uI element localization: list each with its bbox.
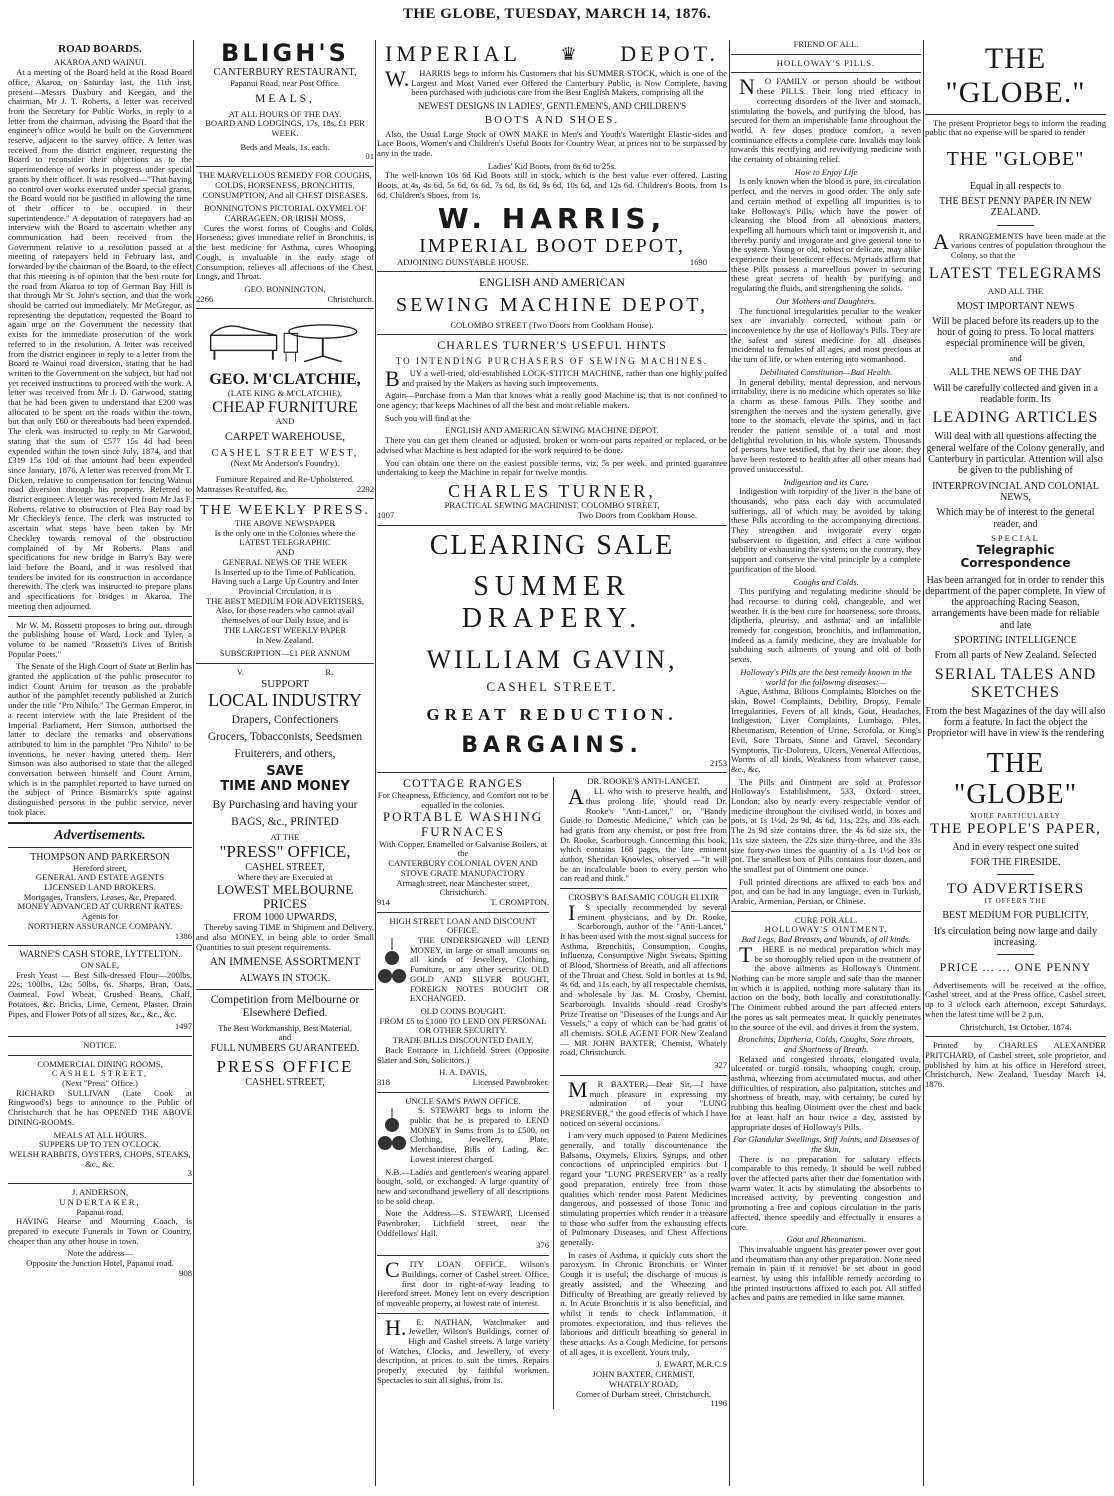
it-offers: IT OFFERS THE (984, 897, 1047, 906)
column-3-4 (377, 40, 727, 1486)
road-boards-body: At a meeting of the Board held at the Road Board office, Akaroa, on Saturday last, the 11th inst, present—Messrs Duxbury and Keegan, and the chairman, Mr J. T. Roberts, a letter was received from the Secretary for Public Works, in reply to a letter from the chairman, advising the Board that the engineer's office would be built on the Government reserve, adjacent to the survey office. A letter was received from the district engineer, requesting the Board to reconsider their objections as to the superintendence of works in progress under special grants by their officer. It was resolved—"That having no control over works executed under special grants, the Board would not be justified in allowing the time of their officer to be occupied in their superintendence." A deputation of ratepayers had an interview with the Board to ascertain whether any communication had been received from the Government relative to a resolution passed at a meeting of ratepayers held in February last, and forwarded by the chairman of the Board, to the effect that this meeting is of opinion that the best route for the road from Akaroa to top of German Bay Hill is that through Mr St. John's section, and that the work should be carried out immediately. Mr McGregor, as representing the deputation, requested the Board to again urge on the Government the necessity that exists for the immediate prosecution of the work referred to in the resolution. A letter was received from the district engineer in reply to a letter from the Board re Wainui road diversion, stating that he had written to the Government on the subject, but had not yet received instructions to proceed with the work. A letter was received from Mr J. D. Garwood, stating that he had been given to understand that £200 was allocated to be spent on the roads within the town, but that only £60 or thereabouts had been expended. The clerk was instructed to reply to Mr Garwood, stating that the sum of £577 15s 4d had been expended within the town since July, 1874, and that £319 15s 10d of that amount had been expended since January, 1876. A letter was received from Mr T. Dicken, relative to compensation for fencing Wainui road diversion through his property. Referred to district engineer. A letter was received from Mr Jas F. Roberts, relative to obstruction of Flea Bay road by Mr Checkley's fence. The clerk was instructed to ascertain what steps have been taken by Mr Checkley towards removal of the obstruction complained of by Mr Roberts. Plans and specifications for new bridge in Barry's Bay were laid before the Board, and it was resolved that tenders be invited for its construction in accordance therewith. The clerk was instructed to prepare plans and specifications for bridges in Akaroa. The meeting then adjourned. (8, 67, 192, 611)
weekly-press-line: Is Inserted up to the Time of Publication. (214, 566, 356, 577)
bligh-address: Papanui Road, near Post Office. (229, 77, 341, 88)
ointment-body: Relaxed and congested throats, elongated uvula, ulcerated or turgid tonsils, whooping cough, croup, asthma, wheezing from accumulated mucus, and other difficulties of respiration, also palpitation, stitches and shortness of breath, may, with certainty, be cured by rubbing this healing Ointment over the chest and back for at least half an hour twice a day, assisted by appropriate doses of Holloway's Pills. (731, 1053, 921, 1132)
ad-number: 01 (365, 151, 374, 162)
cottage-body: For Cheapness, Efficiency, and Comfort not to be equalled in the colonies. (377, 789, 549, 810)
vr-line: Where they are Executed at (237, 871, 333, 882)
vr-line: BAGS, &c., PRINTED (231, 815, 339, 828)
pills-body: Is only known when the blood is pure, its circulation perfect, and the nerves in good order. The only safe and certain method of expelling all impurities is to take Holloway's Pills, which have the power of cleansing the blood from all obnoxious matters, expelling all humours which taint or impoverish it, and thereby purify and invigorate and give general tone to the system. Young or old, robust or delicate, may alike experience their beneficent effects. Myriads affirm that these Pills possess a marvellous power in securing these great secrets of health by purifying and regulating the fluids, and strengthening the solids. (731, 176, 921, 294)
ad-number: 2153 (709, 757, 727, 768)
vr-v: V. (236, 666, 244, 677)
crown-icon: ♛ (560, 44, 581, 65)
pills-body: The Pills and Ointment are sold at Professor Holloway's Establishment, 533, Oxford street, London; also by nearly every respectable vendor of medicine throughout the civilised world, in boxes and pots, at 1s 1½d, 2s 9d, 4s 6d, 11s, 22s, and 33s each. The 2s 9d size contains three, the 4s 6d size six, the 11s size sixteen, the 22s size thirty-three, and the 33s size forty-two times the quantity of a 1s 1½d box or pot. The smallest box of Pills contains four dozen, and the smallest pot of Ointment one ounce. (731, 776, 921, 874)
globe-line: From the best Magazines of the day will also form a feature. In fact the object the Proprietor will have in view is the rendering (925, 705, 1106, 740)
sewing-body: Again—Purchase from a Man that knows what a really good Machine is; that is not confined to one agency; that keeps Machines of all the best and most reliable makers. (377, 390, 727, 411)
vr-line: Grocers, Tobacconists, Seedsmen (207, 731, 363, 744)
baxter-line: JOHN BAXTER, CHEMIST, (592, 1369, 695, 1380)
vr-full: FULL NUMBERS GUARANTEED. (210, 1043, 360, 1055)
globe-line: It's circulation being now large and daily increasing. (933, 925, 1098, 948)
loan-body: FROM £5 to £1000 TO LEND ON PERSONAL OR OTHER SECURITY. (379, 1015, 547, 1036)
imperial-boots: BOOTS AND SHOES. (484, 114, 620, 127)
peoples-paper: THE PEOPLE'S PAPER, (930, 820, 1101, 837)
mcclatchie-cheap: CHEAP FURNITURE (212, 399, 358, 417)
oxymel-name: BONNINGTON'S PICTORIAL OXYMEL OF CARRAGEEN, OR IRISH MOSS, (204, 203, 366, 223)
column-rule (923, 40, 924, 1486)
undertaker-line: J. ANDERSON, (71, 1187, 129, 1198)
weekly-press-line: GENERAL NEWS OF THE WEEK (222, 556, 348, 567)
ointment-body: This invaluable unguent has greater power over gout and rheumatism than any other preparation. None need remain in pain if it remove! be set about in good earnest, by using this infallible remedy according to the printed instructions affixed to each pot. All stiffed aches and pains are remedied in like same manner. (731, 1243, 921, 1303)
warne-body: Fresh Yeast — Best Silk-dressed Flour—200lbs, 22s; 100lbs, 12s; 50lbs, 6s. Sharps, Bran, Oats, Oatmeal, Fowl Wheat, Crushed Beans, Chaff, Potatoes, &c. Bricks, Lime, Cement, Plaster, Drain Pipes, and Flower Pots of all sizes, &c., &c., &c. (8, 969, 192, 1019)
baxter-body: MR BAXTER,—Dear Sir,—I have much pleasure in expressing my admiration of your "LUNG PRESERVER," the good effects of which I have noticed on several occasions. (560, 1076, 727, 1128)
more-particularly: MORE PARTICULARLY (970, 811, 1061, 820)
pawn-balls-icon (377, 936, 407, 996)
uncle-sam-body: Note the Address—S. STEWART, Licensed Pawnbroker, Lichfield street, near the Oddfellows' Hall. (377, 1208, 549, 1238)
clearing-sale: CLEARING SALE (429, 529, 675, 561)
notice-body: RICHARD SULLIVAN (Late Cook at Ringwood's) begs to announce to the Public of Christchurch that he has OPENED THE ABOVE DINING-ROOMS. (8, 1087, 192, 1127)
crosby-body: IS specially recommended by several eminent physicians, and by Dr. Rooke, Scarborough, author of the "Anti-Lancet." It has been used with the most signal success for Asthma, Bronchitis, Consumption, Coughs, Influenza, Consumptive Night Sweats, Spitting of Blood, Shortness of Breath, and all affections of the Throat and Chest. Sold in bottles at 1s 9d, 4s 6d, and 11s each, by all respectable chemists, and wholesale by Jas. M. Crosby, Chemist, Scarborough. Invalids should read Crosby's Prize Treatise on "Diseases of the Lungs and Air Vessels," a copy of which can be had gratis of all chemists. SOLE AGENT FOR New Zealand — MR JOHN BAXTER, Chemist, Whately road, Christchurch. (560, 899, 727, 1058)
pills-heading: Coughs and Colds. (793, 576, 859, 587)
vr-best: The Best Workmanship, Best Material, (218, 1022, 352, 1033)
tp-line: NORTHERN ASSURANCE COMPANY. (27, 920, 173, 931)
pills-heading: Indigestion and its Cure. (783, 476, 869, 487)
loan-pawnbroker: Licensed Pawnbroker. (472, 1076, 549, 1087)
weekly-press-title: THE WEEKLY PRESS. (200, 503, 370, 519)
globe-line: Will be placed before its readers up to the hour of going to press. To local matters especial prominence will be given, (932, 315, 1099, 350)
sewing-body: You can obtain one there on the easiest possible terms, viz, 5s per week, and printed guarantee undertaking to keep the Machine in repair for twelve months. (377, 457, 727, 478)
pills-heading: How to Enjoy Life (794, 166, 858, 177)
undertaker-body: HAVING Hearse and Mourning Coach, is prepared to execute Funerals in Town or Country, cheaper than any other house in town. (8, 1216, 192, 1246)
globe-title: THE "GLOBE." (945, 42, 1086, 109)
weekly-press-line: AND (275, 547, 295, 558)
ad-number: 3 (187, 1168, 192, 1179)
best-medium: BEST MEDIUM FOR PUBLICITY, (942, 910, 1089, 922)
vr-immense: AN IMMENSE ASSORTMENT (209, 956, 361, 969)
pills-heading: Our Mothers and Daughters. (775, 295, 877, 306)
ad-number: 908 (179, 1267, 192, 1278)
weekly-press-line: LATEST TELEGRAPHIC (239, 537, 331, 548)
globe-line: The present Proprietor begs to inform the reading public that no expense will be spared to render (925, 117, 1106, 138)
special: SPECIAL (991, 532, 1040, 543)
baxter-line: Corner of Durham street, Christchurch. (575, 1388, 712, 1399)
pills-title: HOLLOWAY'S PILLS. (776, 57, 876, 68)
pills-body: This purifying and regulating medicine should be had recourse to during cold, changeable, and wet weather. It is the best cure for hoarseness, sore throats, diptheria, pleurisy, and asthma; and an infallible remedy for congestion, bronchitis, and inflammation, indeed as a family medicine, they are invaluable for subduing such ailments of young and old of both sexes. (731, 586, 921, 665)
latest-telegrams: LATEST TELEGRAMS (928, 264, 1103, 282)
mcclatchie-furn: Furniture Repaired and Re-Upholstered. (215, 473, 355, 484)
imperial-body: W.HARRIS begs to inform his Customers that his SUMMER STOCK, which is one of the Largest and Most Varied ever Offered the Canterbury Public, is Now Complete, having been purchased with judicious care from the Best English Makers, comprising all the (385, 65, 727, 98)
ad-number: 1196 (710, 1398, 727, 1409)
notice-line: (Next "Press" Office.) (62, 1078, 138, 1089)
mcclatchie-late: (LATE KING & M'CLATCHIE), (227, 388, 343, 399)
undertaker-line: UNDERTAKER, (59, 1196, 141, 1207)
sewing-body: BUY a well-tried, old-established LOCK-STITCH MACHINE, rather than one highly puffed and praised by the Makers as having such improvements. (385, 365, 727, 391)
harris-depot: IMPERIAL BOOT DEPOT, (419, 235, 685, 258)
notice-title: NOTICE. (83, 1039, 117, 1050)
bligh-board: BOARD AND LODGINGS, 17s, 18s, £1 PER WEEK. (205, 118, 365, 139)
sewing-address: COLOMBO STREET (Two Doors from Cookham House). (450, 319, 654, 330)
vr-line: By Purchasing and having your (212, 798, 358, 811)
furniture-illustration (205, 313, 365, 368)
mcclatchie-name: GEO. M'CLATCHIE, (209, 371, 361, 389)
most-important-news: MOST IMPORTANT NEWS (956, 300, 1075, 312)
cottage-body: CANTERBURY COLONIAL OVEN AND STOVE GRATE MANUFACTORY (388, 858, 538, 878)
loan-body: THE UNDERSIGNED will LEND MONEY, in large or small amounts on all kinds of Jewellery, Clothing, Furniture, or any other security. OLD GOLD AND SILVER BOUGHT, FOREIGN NOTES BOUGHT OR EXCHANGED. (410, 935, 549, 1004)
william-gavin: WILLIAM GAVIN, (426, 644, 678, 674)
summer-drapery: SUMMER DRAPERY. (461, 571, 643, 634)
bargains: BARGAINS. (461, 732, 643, 758)
globe-line: Which may be of interest to the general reader, and (936, 507, 1095, 530)
column-rule (193, 40, 194, 1486)
column-2 (196, 40, 374, 1486)
pills-body: In general debility, mental depression, and nervous irritability, there is no medicine which operates so like a charm as these famous Pills. They soothe and strengthen the nerves and the system generally, give tone to the stomach, elevate the spirits, and in fact render the patient sensible of a total and most delightful revolution in his whole system. Thousands of persons have testified, that by their use alone, they have been restored to health after all other means had proved unsuccessful. (731, 376, 921, 474)
cottage-title: COTTAGE RANGES (402, 776, 524, 791)
road-boards-subtitle: AKAROA AND WAINUI. (53, 57, 147, 68)
sewing-english: ENGLISH AND AMERICAN (478, 275, 625, 290)
ointment-body: THERE is no medical preparation which may be so thoroughly relied upon in the treatment of the above ailments as Holloway's Ointment. Nothing can be more simple and safe than the manner in which it is applied, nothing more salutary than its action on the body, both locally and constitutionally. The Ointment rubbed around the part affected enters the pores as salt permeates meat. It quickly penetrates to the source of the evil, and drives it from the system. (731, 941, 921, 1032)
imperial-also: Also, the Usual Large Stock of OWN MAKE in Men's and Youth's Watertight Elastic-sides and Lace Boots, Women's and Children's Useful Boots for Country Wear, at prices not to be surpassed by any in the trade. (377, 128, 727, 158)
globe-title: THE "GLOBE" (946, 148, 1085, 171)
pills-body: Full printed directions are affixed to each box and pot, and can be had in any language, even in Turkish, Arabic, Armenian, Persian, or Chinese. (731, 876, 921, 907)
bligh-hours: AT ALL HOURS OF THE DAY. (228, 108, 342, 119)
cottage-signature: T. CROMPTON. (490, 896, 549, 907)
column-rule (729, 40, 730, 1486)
notice-line: COMMERCIAL DINING ROOMS, (37, 1058, 163, 1069)
serial-tales: SERIAL TALES AND SKETCHES (934, 665, 1097, 701)
mcclatchie-carpet: CARPET WAREHOUSE, (224, 430, 346, 443)
oxymel-signature: GEO. BONNINGTON, (244, 283, 326, 294)
mcclatchie-mat: Mattrasses Re-stuffed, &c. (196, 483, 288, 494)
column-1 (8, 40, 192, 1486)
weekly-press-line: Also, for those readers who cannot avail themselves of our Daily Issue, and is (215, 605, 355, 626)
mcclatchie-street: CASHEL STREET WEST, (211, 447, 359, 459)
sewing-two-doors: Two Doors from Cookham House. (578, 510, 697, 520)
tp-line: LICENSED LAND BROKERS. (44, 882, 156, 893)
sewing-hints: CHARLES TURNER'S USEFUL HINTS (437, 338, 667, 353)
vr-line: Fruiterers, and others, (234, 748, 336, 761)
bligh-beds: Beds and Meals, 1s. each. (240, 141, 330, 152)
subcolumn-right (560, 777, 727, 1409)
price-one-penny: PRICE ... ... ONE PENNY (939, 960, 1092, 975)
ointment-heading: For Glandular Swellings, Stiff Joints, and Diseases of the Skin, (733, 1134, 919, 1154)
weekly-press-line: Having such a Large Up Country and Inter Provincial Circulation, it is (211, 576, 359, 596)
advertisements-heading: Advertisements. (54, 827, 146, 843)
harris-adjoining: ADJOINING DUNSTABLE HOUSE. (397, 256, 529, 267)
mcclatchie-next: (Next Mr Anderson's Foundry). (230, 458, 340, 469)
tp-line: GENERAL AND ESTATE AGENTS (35, 872, 165, 883)
weekly-press-line: THE BEST MEDIUM FOR ADVERTISERS, (205, 595, 365, 606)
ointment-title: HOLLOWAY'S OINTMENT. (764, 924, 888, 935)
loan-body: TRADE BILLS DISCOUNTED DAILY. (392, 1035, 534, 1046)
undertaker-line: Papanui road. (76, 1206, 124, 1217)
to-advertisers: TO ADVERTISERS (946, 881, 1085, 898)
imprint: Printed by CHARLES ALEXANDER PRITCHARD, of Cashel street, sole proprietor, and published by him at his office in Hereford street, Christchurch, New Zealand, Tuesday March 14, 1876. (925, 1040, 1106, 1090)
globe-line: AND ALL THE (987, 285, 1044, 296)
subcolumn-left (377, 777, 554, 1409)
ad-number: 318 (377, 1076, 390, 1087)
weekly-press-line: SUBSCRIPTION—£1 PER ANNUM (219, 648, 351, 659)
pills-body: The functional irregularities peculiar to the weaker sex are invariably corrected, without pain or inconvenience by the use of Holloway's Pills. They are the safest and surest medicine for all diseases incidental to females of all ages, and most precious at the turn of life, or when entering into womanhood. (731, 305, 921, 365)
vr-r: R. (325, 666, 334, 677)
cottage-body: Armagh street, near Manchester street, Christchurch. (396, 877, 530, 898)
column-rule (375, 40, 376, 1486)
tp-line: Agents for (81, 911, 119, 922)
tp-name: THOMPSON AND PARKERSON (30, 852, 170, 864)
weekly-press-line: THE ABOVE NEWSPAPER (234, 518, 336, 529)
notice-line: MEALS AT ALL HOURS. (53, 1129, 147, 1140)
loan-body: Back Entrance in Lichfield Street (Opposite Slater and Son, Solicitors.) (377, 1044, 549, 1065)
ad-number: 2292 (356, 483, 374, 494)
ad-number: 1007 (377, 510, 395, 520)
pills-body: NO FAMILY or person should be without these PILLS. Their long tried efficacy in correcting disorders of the liver and stomach, stimulating the bowels, and purifying the blood, has secured for them an imperishable fame throughout the world. A few doses produce comfort, a seven continuance effects a complete cure. Invalids may look towards this rectifying and revivifying medicine with the certainty of obtaining relief. (731, 74, 921, 165)
oxymel-town: Christchurch. (327, 293, 374, 304)
baxter-line: WHATELY ROAD, (609, 1378, 678, 1389)
weekly-press-line: THE LARGEST WEEKLY PAPER (223, 624, 347, 635)
vr-melbourne: LOWEST MELBOURNE PRICES (216, 881, 354, 912)
baxter-body: I am very much opposed to Patent Medicines generally, and totally discountenance the Balsams, Oxymels, Elixirs, Syrups, and other concoctions of unprincipled empirics but I regard your "LUNG PRESERVER" as a really good preparation, entirely free from those qualities which render most Patent Medicines dangerous, and possessed of those Tonic and stimulating properties which render it a treasure to those who suffer from the exhausting effects of Pulmonary Diseases, and Chest Affections generally. (560, 1130, 727, 1248)
rooke-body: ALL who wish to preserve health, and thus prolong life, should read Dr. Rooke's "Anti-Lancet," or, "Handy Guide to Domestic Medicine," which can be had gratis from any chemist, or post free from Dr. Rooke, Scarborough. Concerning this book, which contains 168 pages, the late eminent author, Sheridan Knowles, observed —"It will be an incalculable boon to every person who can read and think." (560, 784, 727, 884)
vr-line: AT THE (270, 831, 300, 842)
ad-number: 1386 (174, 930, 192, 941)
globe-line: From all parts of New Zealand. Selected (934, 650, 1097, 662)
vr-cashel-street: CASHEL STREET, (245, 1076, 325, 1088)
column-6 (925, 40, 1106, 1486)
oxymel-title: THE MARVELLOUS REMEDY FOR COUGHS, COLDS, HORSENESS, BRONCHITIS, CONSUMPTION, And all CHEST DISEASES. (198, 170, 372, 200)
vr-press: "PRESS" OFFICE, (219, 842, 351, 862)
globe-line: ARRANGEMENTS have been made at the various centres of population throughout the Colony, so that the (933, 228, 1106, 261)
ointment-body: There is no preparation for salutary effects comparable to this remedy. It should be well rubbed over the affected parts after their due fomentation with warm water. It acts by stimulating the absorbents to increased activity, by preventing congestion and promoting a free and copious circulation in the parts affected, thence speedily and effectually it ensures a cure. (731, 1153, 921, 1232)
sewing-title: SEWING MACHINE DEPOT, (395, 293, 709, 316)
mcclatchie-and: AND (275, 416, 295, 427)
loan-title: HIGH STREET LOAN AND DISCOUNT OFFICE. (389, 915, 537, 936)
baxter-body: In cases of Asthma, it quickly cuts short the paroxysm. In Chronic Bronchitis or Winter Cough it is useful; the discharge of mucus is greatly assisted, and the Wheezing and Difficulty of Breathing are greatly relieved by it. In Acute Bronchitis it is also beneficial, and whilst it tends to check Inflammation, it promotes expectoration, and thus relieves the laborious and difficult breathing so general in these attacks. As a Cough Medicine, for persons of all ages, it is excellent. Yours truly, (560, 1249, 727, 1357)
vr-cashel: CASHEL STREET, (245, 861, 325, 873)
all-the-news: ALL THE NEWS OF THE DAY (949, 367, 1082, 379)
undertaker-line: Opposite the Junction Hotel, Papanui road. (26, 1258, 174, 1269)
tp-line: Mortgages, Transfers, Leases, &c, Prepared. (23, 891, 177, 902)
ad-number: 914 (377, 896, 390, 907)
sewing-to: TO INTENDING PURCHASERS OF SEWING MACHINES. (395, 355, 709, 366)
gavin-cashel: CASHEL STREET. (486, 678, 618, 694)
nathan-body: H.E. NATHAN, Watchmaker and Jeweller, Wilson's Buildings, corner of High and Cashel streets. A large variety of Watches, Clocks, and Jewellery, of every description, at prices to suit the times. Repairs properly executed by faithful workmen. Spectacles to suit all sights, from 1s. (377, 1314, 549, 1385)
vr-time-money: TIME AND MONEY (220, 779, 350, 795)
ad-number: 1690 (689, 256, 707, 267)
crosby-title: CROSBY'S BALSAMIC COUGH ELIXIR (568, 892, 719, 903)
arnim-paragraph: The Senate of the High Court of State at Berlin has granted the application of the public prosecutor to indict Count Arnim for treason as the probable author of the pamphlet recently published at Zurich under the title "Pro Nihilo." The German Emperor, in a recent interview with the late President of the Imperial Parliament, Herr Simson, authorised the latter to declare the remarks and observations attributed to him in the pamphlet "Pro Nihilo" to be inventions, he never having uttered them. Herr Simson was also authorised to state that the alleged conversation between himself and Count Arnim, which is in the pamphlet reported to have turned on the subject of Prince Bismarck's spite against distinguished persons in the public service, never took place. (8, 661, 192, 817)
globe-line: And in every respect one suited (952, 841, 1079, 853)
fireside: FOR THE FIRESIDE. (970, 857, 1061, 869)
globe-line: Will be carefully collected and given in a readable form. Its (933, 382, 1098, 406)
baxter-signature: J. EWART, M.R.C.S (656, 1359, 727, 1370)
loan-body: OLD COINS BOUGHT. (420, 1005, 506, 1016)
vr-local: LOCAL INDUSTRY (208, 690, 362, 711)
ad-number: 327 (714, 1060, 727, 1071)
vr-and: and (278, 1032, 292, 1043)
pawn-balls-icon (377, 1106, 407, 1161)
ad-number: 1497 (174, 1021, 192, 1032)
vr-competition: Competition from Melbourne or Elsewhere Defied. (210, 993, 360, 1019)
sewing-body: Such you will find at the (385, 412, 470, 423)
globe-title: THE "GLOBE" (953, 747, 1078, 811)
rossetti-paragraph: Mr W. M. Rossetti proposes to bring out, through the publishing house of Ward, Lock and Tyler, a volume to be named "Rossetti's Lives of British Popular Poets." (8, 619, 192, 659)
ointment-heading: Bronchitis, Diptheria, Colds, Coughs, Sore throats, and Shortness of Breath. (737, 1034, 915, 1054)
cottage-body: With Copper, Enamelled or Galvanise Boilers, at the (378, 838, 548, 859)
imperial-title-depot: DEPOT. (620, 41, 719, 66)
cure-for-all: CURE FOR ALL. (794, 914, 858, 925)
ointment-subtitle: Bad Legs, Bad Breasts, and Wounds, of all kinds. (741, 934, 911, 945)
notice-line: WELSH RABBITS, OYSTERS, CHOPS, STEAKS, &c., &c. (9, 1148, 191, 1169)
harris-name: W. HARRIS, (437, 202, 667, 236)
globe-date: Christchurch, 1st October, 1874. (959, 1021, 1072, 1032)
rooke-title: DR. ROOKE'S ANTI-LANCET. (587, 776, 700, 787)
tp-line: MONEY ADVANCED AT CURRENT RATES. (17, 901, 183, 912)
vr-line: Drapers, Confectioners (231, 714, 339, 727)
globe-line: Will deal with all questions affecting the general welfare of the Colony generally, and Canterbury in particular. Attention will also be given to the publishing of (926, 431, 1105, 477)
vr-support: SUPPORT (261, 677, 309, 690)
loan-signature: H. A. DAVIS, (439, 1067, 487, 1078)
vr-body: Thereby saving TIME in Shipment and Delivery, and also MONEY, in being able to order Small Quantities to suit present requirements. (196, 922, 374, 952)
warne-sale: ON SALE, (80, 960, 120, 971)
friend-of-all: FRIEND OF ALL. (793, 40, 859, 49)
globe-line: THE BEST PENNY PAPER IN NEW ZEALAND. (939, 196, 1092, 219)
sewing-body: There you can get them cleaned or adjusted, broken or worn-out parts repaired or replaced, or be advised what Machine is best adapted for the work required to be done. (377, 435, 727, 455)
sporting-intelligence: SPORTING INTELLIGENCE (954, 635, 1077, 647)
imperial-kid: Ladies' Kid Boots, from 8s 6d to 25s. (487, 160, 617, 171)
imperial-newest: NEWEST DESIGNS IN LADIES', GENTLEMEN'S, AND CHILDREN'S (417, 100, 687, 111)
road-boards-title: ROAD BOARDS. (58, 43, 142, 55)
ointment-heading: Gout and Rheumatism. (786, 1234, 866, 1245)
globe-line: Equal in all respects to (969, 180, 1062, 192)
oxymel-body: Cures the worst forms of Coughs and Colds, Horseness; gives immediate relief in Bronchitis, is the best medicine for Asthma, cures Whooping Cough, is invaluable in the early stage of Consumption, relieves all affections of the Chest, Lungs, and Throat. (196, 222, 374, 282)
city-loan-body: CITY LOAN OFFICE, Wilson's Buildings, corner of Cashel street. Office, first door in right-of-way leading to Hereford street. Money lent on every description of moveable property, at lowest rate of interest. (377, 1257, 549, 1308)
weekly-press-line: In New Zealand. (256, 634, 314, 645)
ad-number: 2266 (196, 293, 214, 304)
vr-from: FROM 1000 UPWARDS, (233, 911, 337, 923)
vr-save: SAVE (266, 764, 304, 780)
weekly-press-line: Is the only one in the Colonies where the (214, 527, 356, 538)
globe-line: and (1009, 352, 1022, 363)
notice-line: SUPPERS UP TO TEN O'CLOCK. (38, 1139, 162, 1150)
notice-line: CASHEL STREET, (51, 1068, 149, 1079)
sewing-body: ENGLISH AND AMERICAN SEWING MACHINE DEPOT. (445, 425, 659, 436)
bligh-meals: MEALS, (255, 92, 315, 105)
uncle-sam-title: UNCLE SAM'S PAWN OFFICE. (405, 1095, 521, 1106)
masthead: THE GLOBE, TUESDAY, MARCH 14, 1876. (402, 6, 712, 22)
warne-title: WARNE'S CASH STORE, LYTTELTON. (19, 950, 181, 961)
imperial-well: The well-known 10s 6d Kid Boots still in stock, which is the best value ever offered. Lasting Boots, at 4s, 4s 6d, 5s 6d, 6s 6d, 7s 6d, 8s 6d, 9s 6d, 10s 6d, and 12s 6d. Children's Boots, from 1s 6d. Children's Shoes, from 1s. (377, 170, 727, 200)
sewing-practical: PRACTICAL SEWING MACHINIST, COLOMBO STREET, (444, 500, 660, 511)
leading-articles: LEADING ARTICLES (932, 409, 1099, 427)
globe-line: Advertisements will be received at the office, Cashel street, and at the Press office, Cashel street, up to 3 o'clock each afternoon, except Saturdays, when the latest time will be 2 p.m. (925, 979, 1106, 1019)
column-5 (731, 40, 921, 1486)
vr-stock: ALWAYS IN STOCK. (239, 973, 331, 985)
undertaker-line: Note the address— (67, 1248, 133, 1259)
great-reduction: GREAT REDUCTION. (426, 704, 678, 724)
portable-furnaces: PORTABLE WASHING FURNACES (382, 809, 544, 840)
bligh-subtitle: CANTERBURY RESTAURANT, (213, 67, 357, 79)
uncle-sam-body: S. STEWART begs to inform the public that he is prepared to LEND MONEY in Sums from 1s to £500, on Clothing, Jewellery, Plate, Merchandise, Bills of Lading, &c. Lowest interest charged. (410, 1105, 549, 1164)
globe-line: Has been arranged for in order to render this department of the paper complete. In view of the approaching Racing Season, arrangements have been made for reliable and late (925, 574, 1106, 631)
bligh-title: BLIGH'S (221, 40, 349, 67)
pills-heading: Holloway's Pills are the best remedy known in the world for the following diseases:— (740, 666, 912, 687)
ad-number: 376 (536, 1240, 549, 1251)
pills-body: Indigestion with torpidity of the liver is the bane of thousands, who pass each day with accumulated sufferings, all of which may be avoided by taking these Pills according to the accompanying directions. They strengthen and invigorate every organ subservient to digestion, and effect a cure without debility or exhausting the system; on the contrary, they support and conserve the vital principle by a complete purification of the blood. (731, 486, 921, 574)
pills-body: Ague, Asthma, Bilious Complaints, Blotches on the skin, Bowel Complaints, Debility, Dropsy, Female Irregularities, Fevers of all kinds, Gout, Headaches, Indigestion, Liver Complaints, Lumbago, Piles, Rheumatism, Retention of Urine, Scrofula, or King's Evil, Sore Throats, Stone and Gravel, Secondary Symptoms, Tic-Doloreux, Ulcers, Venereal Affections, Worms of all kinds, Weakness from whatever cause, &c., &c. (731, 686, 921, 774)
telegraphic-correspondence: Telegraphic Correspondence (960, 542, 1071, 571)
imperial-title: IMPERIAL (385, 41, 521, 66)
uncle-sam-body: N.B.—Ladies and gentlemen's wearing apparel bought, sold, or exchanged. A large quantity of new and secondhand jewellery of all descriptions to be sold cheap. (377, 1166, 549, 1206)
vr-press-office: PRESS OFFICE (216, 1057, 354, 1077)
sewing-charles-turner: CHARLES TURNER, (448, 480, 656, 501)
interprovincial-news: INTERPROVINCIAL AND COLONIAL NEWS, (932, 480, 1099, 503)
tp-line: Hereford street, (73, 862, 127, 873)
pills-heading: Debilitated Constitution—Bad Health. (759, 366, 893, 377)
